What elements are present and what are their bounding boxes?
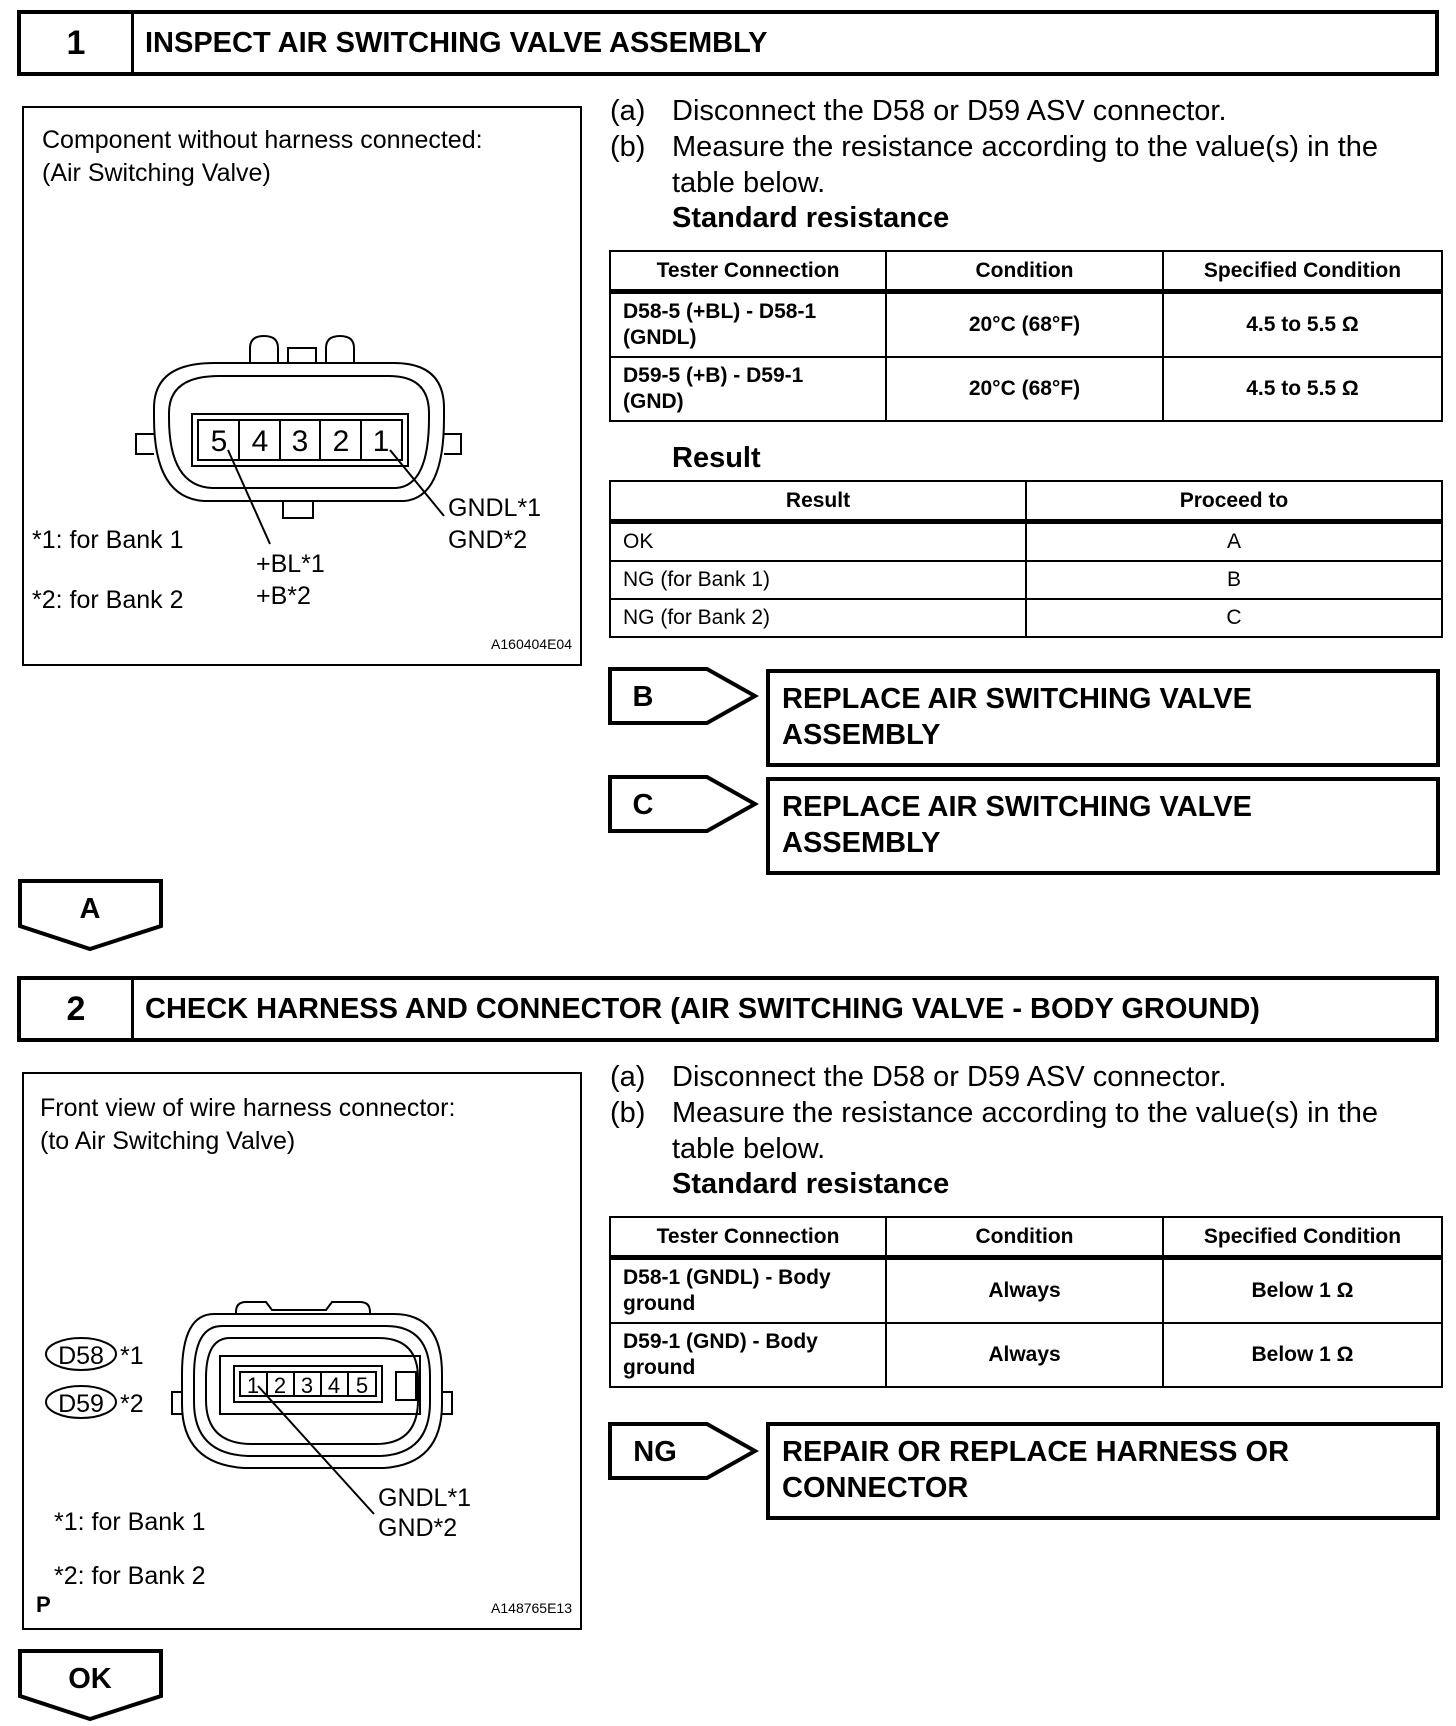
note-bank1: *1: for Bank 1 <box>54 1508 206 1536</box>
instr-a-text: Disconnect the D58 or D59 ASV connector. <box>672 1061 1227 1093</box>
action-line: ASSEMBLY <box>782 827 941 859</box>
cell-specified: 4.5 to 5.5 Ω <box>1163 292 1442 358</box>
note-bank2: *2: for Bank 2 <box>54 1562 206 1590</box>
pin-label: 4 <box>327 1373 341 1398</box>
step2-instructions <box>610 1059 1440 1179</box>
harness-connector-diagram <box>24 1074 580 1628</box>
action-line: REPAIR OR REPLACE HARNESS OR <box>782 1436 1290 1468</box>
instr-b-text-cont: table below. <box>672 1133 826 1165</box>
pin-label: 3 <box>291 425 309 458</box>
note-bank1: *1: for Bank 1 <box>32 526 184 554</box>
connector-d58-note: *1 <box>120 1342 144 1370</box>
cell-result: OK <box>610 522 1026 562</box>
instr-a-label: (a) <box>610 95 646 127</box>
note-bank2: *2: for Bank 2 <box>32 586 184 614</box>
label-gndl: GNDL*1 <box>448 494 542 522</box>
label-bl: +BL*1 <box>256 550 325 578</box>
branch-c-action <box>766 777 1440 875</box>
col-header: Result <box>610 481 1026 522</box>
figure-caption-sub: (Air Switching Valve) <box>42 159 271 187</box>
step2-figure <box>22 1072 582 1630</box>
branch-b-action <box>766 669 1440 767</box>
step1-instructions <box>610 93 1440 213</box>
result-table <box>609 480 1443 638</box>
connector-d59-note: *2 <box>120 1390 144 1418</box>
col-header: Proceed to <box>1026 481 1442 522</box>
label-gnd: GND*2 <box>378 1514 458 1542</box>
label-gnd: GND*2 <box>448 526 528 554</box>
figure-caption: Front view of wire harness connector: <box>40 1094 456 1122</box>
table-row <box>610 357 1442 421</box>
table-row <box>610 561 1442 599</box>
cell-connection: D58-1 (GNDL) - Body ground <box>610 1258 886 1324</box>
col-header: Condition <box>886 251 1163 292</box>
next-a-arrow-icon[interactable] <box>17 878 165 952</box>
col-header: Tester Connection <box>610 251 886 292</box>
instr-a-label: (a) <box>610 1061 646 1093</box>
cell-condition: 20°C (68°F) <box>886 292 1163 358</box>
table-row <box>610 292 1442 358</box>
corner-mark: P <box>36 1592 51 1617</box>
pin-label: 3 <box>300 1373 314 1398</box>
branch-b-tag: B <box>632 681 654 713</box>
cell-result: NG (for Bank 2) <box>610 599 1026 637</box>
cell-specified: Below 1 Ω <box>1163 1258 1442 1324</box>
connector-d59: D59 <box>58 1390 104 1418</box>
next-a-tag: A <box>79 893 101 925</box>
label-b: +B*2 <box>256 582 311 610</box>
branch-c-arrow-icon[interactable] <box>607 774 759 834</box>
branch-c-tag: C <box>632 789 654 821</box>
figure-id: A160404E04 <box>491 636 572 652</box>
next-ok-arrow-icon[interactable] <box>17 1648 165 1722</box>
action-line: REPLACE AIR SWITCHING VALVE <box>782 791 1252 823</box>
instr-b-text-cont: table below. <box>672 167 826 199</box>
pin-label: 2 <box>332 425 350 458</box>
pin-label: 5 <box>210 425 228 458</box>
pin-label: 2 <box>273 1373 287 1398</box>
cell-specified: Below 1 Ω <box>1163 1323 1442 1387</box>
label-gndl: GNDL*1 <box>378 1484 472 1512</box>
col-header: Specified Condition <box>1163 1217 1442 1258</box>
next-ok-tag: OK <box>68 1663 112 1695</box>
step1-number: 1 <box>21 14 134 72</box>
col-header: Specified Condition <box>1163 251 1442 292</box>
step2-spec-table <box>609 1216 1443 1388</box>
table-row <box>610 599 1442 637</box>
action-line: REPLACE AIR SWITCHING VALVE <box>782 683 1252 715</box>
pin-label: 5 <box>355 1373 369 1398</box>
branch-ng-arrow-icon[interactable] <box>607 1421 759 1481</box>
connector-d58: D58 <box>58 1342 104 1370</box>
figure-id: A148765E13 <box>491 1600 572 1616</box>
action-line: CONNECTOR <box>782 1472 969 1504</box>
col-header: Condition <box>886 1217 1163 1258</box>
instr-b-text: Measure the resistance according to the value(s) in the <box>672 131 1379 163</box>
branch-ng-action <box>766 1422 1440 1520</box>
branch-ng-tag: NG <box>633 1436 677 1468</box>
figure-caption-sub: (to Air Switching Valve) <box>40 1127 296 1155</box>
figure-caption: Component without harness connected: <box>42 126 483 154</box>
instr-b-text: Measure the resistance according to the value(s) in the <box>672 1097 1379 1129</box>
cell-result: NG (for Bank 1) <box>610 561 1026 599</box>
pin-label: 1 <box>246 1373 260 1398</box>
standard-resistance-title: Standard resistance <box>672 202 950 234</box>
pin-label: 1 <box>372 425 390 458</box>
step1-header <box>17 10 1439 76</box>
cell-connection: D59-5 (+B) - D59-1 (GND) <box>610 357 886 421</box>
cell-connection: D59-1 (GND) - Body ground <box>610 1323 886 1387</box>
cell-condition: Always <box>886 1258 1163 1324</box>
instr-b-label: (b) <box>610 1097 646 1129</box>
step2-title: CHECK HARNESS AND CONNECTOR (AIR SWITCHING VALVE - BODY GROUND) <box>145 992 1260 1025</box>
col-header: Tester Connection <box>610 1217 886 1258</box>
table-row <box>610 1258 1442 1324</box>
cell-connection: D58-5 (+BL) - D58-1 (GNDL) <box>610 292 886 358</box>
cell-condition: Always <box>886 1323 1163 1387</box>
step1-spec-table <box>609 250 1443 422</box>
step1-title: INSPECT AIR SWITCHING VALVE ASSEMBLY <box>145 26 768 59</box>
cell-proceed: A <box>1026 522 1442 562</box>
step1-figure <box>22 106 582 666</box>
cell-proceed: B <box>1026 561 1442 599</box>
cell-proceed: C <box>1026 599 1442 637</box>
step2-number: 2 <box>21 980 134 1038</box>
table-row <box>610 1323 1442 1387</box>
cell-condition: 20°C (68°F) <box>886 357 1163 421</box>
instr-a-text: Disconnect the D58 or D59 ASV connector. <box>672 95 1227 127</box>
table-row <box>610 522 1442 562</box>
result-title: Result <box>672 442 761 474</box>
step2-header <box>17 976 1439 1042</box>
pin-label: 4 <box>251 425 269 458</box>
cell-specified: 4.5 to 5.5 Ω <box>1163 357 1442 421</box>
action-line: ASSEMBLY <box>782 719 941 751</box>
standard-resistance-title: Standard resistance <box>672 1168 950 1200</box>
instr-b-label: (b) <box>610 131 646 163</box>
branch-b-arrow-icon[interactable] <box>607 666 759 726</box>
